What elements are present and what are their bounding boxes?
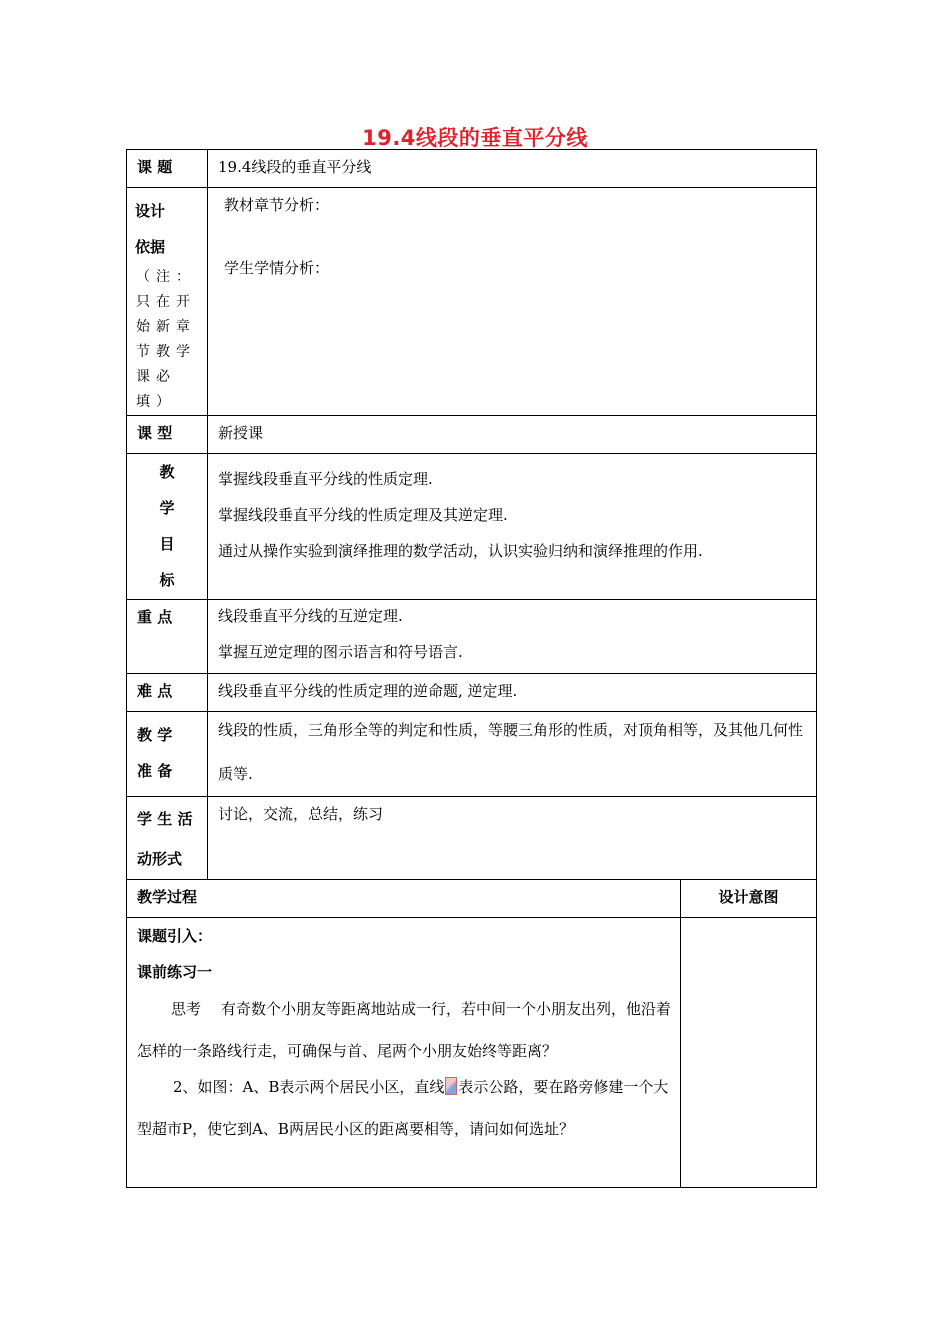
goal-item: 掌握线段垂直平分线的性质定理及其逆定理. bbox=[218, 506, 508, 524]
activity-label-2: 动形式 bbox=[137, 850, 183, 868]
lesson-plan-table bbox=[126, 149, 817, 1188]
topic-value: 19.4线段的垂直平分线 bbox=[218, 158, 372, 176]
process-header: 教学过程 bbox=[137, 888, 198, 906]
goals-label-char-4: 标 bbox=[159, 571, 175, 589]
exercise-title: 课前练习一 bbox=[137, 963, 213, 981]
row-type bbox=[127, 416, 817, 454]
goals-label-char-3: 目 bbox=[159, 535, 175, 553]
question-1-prefix: 思考 bbox=[171, 1000, 202, 1018]
question-2-part1: 2、如图：A、B表示两个居民小区，直线 bbox=[173, 1078, 445, 1096]
type-label: 课 型 bbox=[137, 424, 173, 442]
row-design-basis bbox=[127, 188, 817, 416]
row-process-header bbox=[127, 880, 817, 918]
row-topic bbox=[127, 150, 817, 188]
row-goals bbox=[127, 454, 817, 600]
design-label-2: 依据 bbox=[135, 238, 166, 256]
prep-label-1: 教 学 bbox=[137, 726, 173, 744]
prep-label-2: 准 备 bbox=[137, 762, 173, 780]
row-key-points bbox=[127, 600, 817, 674]
road-line-image-icon bbox=[445, 1077, 457, 1095]
question-1 bbox=[137, 988, 672, 1072]
design-note: （注：只在开始新章节教学课必填） bbox=[136, 269, 196, 410]
question-2-part2: 表示公路，要在路旁修建一个大型超市P，使它到A、B两居民小区的距离要相等，请问如何选址？ bbox=[137, 1078, 669, 1138]
design-intent-cell bbox=[681, 918, 817, 1188]
key-label: 重 点 bbox=[137, 608, 173, 626]
design-label-1: 设计 bbox=[135, 202, 166, 220]
intro-heading: 课题引入： bbox=[137, 927, 213, 945]
topic-label: 课 题 bbox=[137, 158, 173, 176]
intent-header: 设计意图 bbox=[718, 888, 779, 906]
textbook-analysis-label: 教材章节分析： bbox=[224, 196, 330, 214]
row-process-body bbox=[127, 918, 817, 1188]
row-preparation bbox=[127, 712, 817, 797]
goal-item: 掌握线段垂直平分线的性质定理. bbox=[218, 470, 433, 488]
difficult-value: 线段垂直平分线的性质定理的逆命题, 逆定理. bbox=[218, 682, 518, 700]
activity-value: 讨论，交流，总结，练习 bbox=[218, 805, 384, 823]
row-student-activity bbox=[127, 797, 817, 880]
goals-label-char-2: 学 bbox=[159, 499, 175, 517]
question-1-text: 有奇数个小朋友等距离地站成一行，若中间一个小朋友出列，他沿着怎样的一条路线行走，可确保与首、尾两个小朋友始终等距离？ bbox=[137, 1000, 672, 1060]
question-2 bbox=[137, 1066, 672, 1150]
goal-item: 通过从操作实验到演绎推理的数学活动，认识实验归纳和演绎推理的作用. bbox=[218, 542, 703, 560]
goals-label-char-1: 教 bbox=[159, 463, 175, 481]
key-item: 掌握互逆定理的图示语言和符号语言. bbox=[218, 643, 463, 661]
prep-value: 线段的性质，三角形全等的判定和性质，等腰三角形的性质，对顶角相等，及其他几何性质等. bbox=[218, 721, 804, 783]
key-item: 线段垂直平分线的互逆定理. bbox=[218, 607, 403, 625]
page-title: 19.4线段的垂直平分线 bbox=[362, 126, 588, 150]
activity-label-1: 学 生 活 bbox=[137, 810, 193, 828]
student-analysis-label: 学生学情分析： bbox=[224, 259, 330, 277]
row-difficult-points bbox=[127, 674, 817, 712]
type-value: 新授课 bbox=[218, 424, 264, 442]
difficult-label: 难 点 bbox=[137, 682, 173, 700]
